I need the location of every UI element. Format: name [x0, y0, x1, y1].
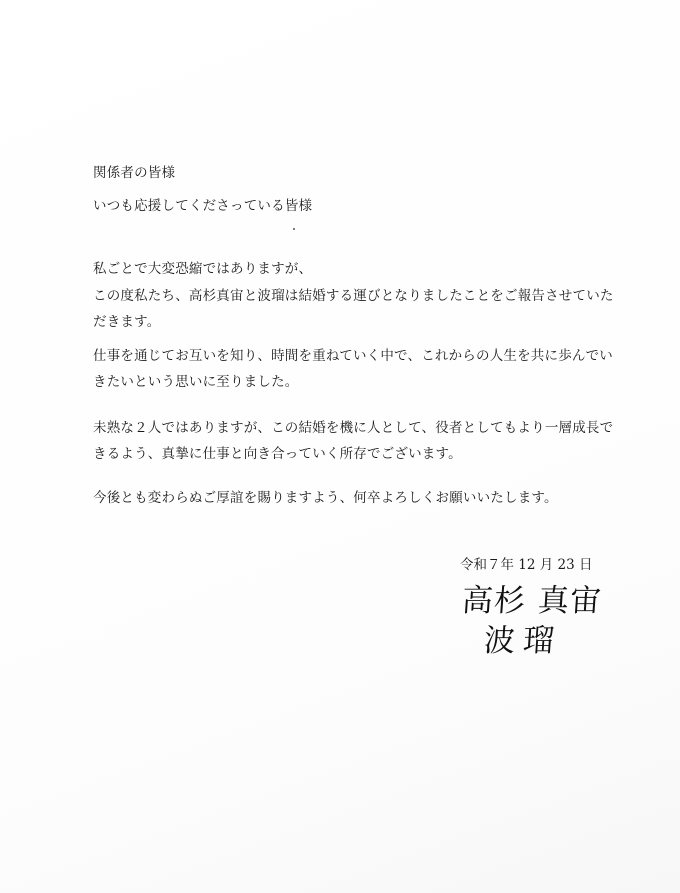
body-p1-line-2: この度私たち、高杉真宙と波瑠は結婚する運びとなりましたことをご報告させていた: [93, 288, 614, 304]
salutation-line-1: 関係者の皆様: [93, 165, 176, 181]
body-p2-line-2: きたいという思いに至りました。: [93, 374, 299, 390]
signature-takasugi-mahiro: [461, 584, 603, 618]
salutation-line-2: いつも応援してくださっている皆様: [93, 198, 313, 214]
body-p3-line-2: きるよう、真摯に仕事と向き合っていく所存でございます。: [93, 446, 462, 462]
signature-given-name: 真宙: [536, 583, 604, 619]
body-p3-line-1: 未熟な２人ではありますが、この結婚を機に人として、役者としてもより一層成長で: [93, 420, 614, 436]
body-p2-line-1: 仕事を通じてお互いを知り、時間を重ねていく中で、これからの人生を共に歩んでい: [93, 348, 613, 364]
body-p1-line-1: 私ごとで大変恐縮ではありますが、: [93, 261, 313, 277]
letter-date: 令和７年 12 月 23 日: [460, 557, 593, 573]
signature-haru: 波瑠: [482, 623, 564, 659]
stray-dot: [293, 228, 295, 230]
signature-surname: 高杉: [460, 583, 528, 619]
body-p4-line-1: 今後とも変わらぬご厚誼を賜りますよう、何卒よろしくお願いいたします。: [93, 490, 558, 506]
body-p1-line-3: だきます。: [93, 314, 161, 330]
